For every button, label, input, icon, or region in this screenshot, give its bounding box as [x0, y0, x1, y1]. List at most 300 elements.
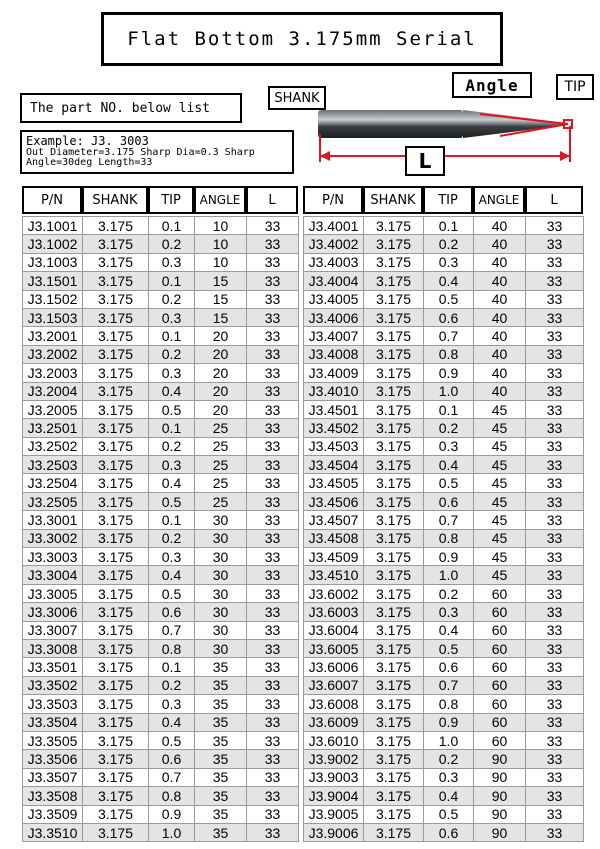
cell-tip: 0.7	[149, 768, 195, 786]
cell-length: 33	[526, 327, 584, 345]
table-row	[304, 639, 584, 657]
cell-angle: 60	[474, 658, 526, 676]
cell-length: 33	[247, 805, 299, 823]
table-row	[304, 308, 584, 326]
table-row	[304, 603, 584, 621]
table-row	[23, 750, 299, 768]
cell-angle: 25	[195, 456, 247, 474]
cell-tip: 0.1	[149, 272, 195, 290]
cell-shank: 3.175	[83, 676, 149, 694]
cell-part-number: J3.4008	[304, 345, 364, 363]
cell-part-number: J3.4503	[304, 437, 364, 455]
cell-tip: 0.5	[149, 492, 195, 510]
cell-angle: 45	[474, 548, 526, 566]
cell-length: 33	[247, 713, 299, 731]
angle-label: Angle	[452, 72, 532, 98]
cell-tip: 0.6	[424, 308, 474, 326]
cell-length: 33	[526, 345, 584, 363]
cell-length: 33	[526, 566, 584, 584]
cell-angle: 30	[195, 603, 247, 621]
cell-part-number: J3.3510	[23, 823, 83, 841]
cell-part-number: J3.3503	[23, 695, 83, 713]
cell-part-number: J3.6002	[304, 584, 364, 602]
cell-tip: 0.3	[149, 308, 195, 326]
table-row	[23, 805, 299, 823]
cell-length: 33	[247, 272, 299, 290]
cell-shank: 3.175	[364, 272, 424, 290]
table-row	[23, 584, 299, 602]
cell-part-number: J3.3501	[23, 658, 83, 676]
cell-length: 33	[247, 750, 299, 768]
cell-angle: 60	[474, 584, 526, 602]
table-row	[23, 492, 299, 510]
cell-length: 33	[247, 639, 299, 657]
cell-angle: 40	[474, 308, 526, 326]
cell-length: 33	[526, 217, 584, 235]
cell-length: 33	[526, 253, 584, 271]
cell-part-number: J3.4504	[304, 456, 364, 474]
cell-length: 33	[526, 437, 584, 455]
cell-shank: 3.175	[364, 658, 424, 676]
cell-tip: 1.0	[424, 731, 474, 749]
cell-part-number: J3.1502	[23, 290, 83, 308]
cell-angle: 35	[195, 658, 247, 676]
cell-part-number: J3.2502	[23, 437, 83, 455]
cell-length: 33	[526, 695, 584, 713]
bit-shank	[318, 110, 463, 138]
cell-angle: 30	[195, 621, 247, 639]
cell-tip: 0.7	[424, 676, 474, 694]
cell-part-number: J3.2005	[23, 400, 83, 418]
cell-shank: 3.175	[364, 400, 424, 418]
cell-shank: 3.175	[83, 419, 149, 437]
cell-tip: 0.1	[424, 400, 474, 418]
cell-angle: 35	[195, 750, 247, 768]
cell-part-number: J3.1501	[23, 272, 83, 290]
cell-length: 33	[526, 731, 584, 749]
length-label: L	[405, 146, 445, 176]
cell-part-number: J3.2505	[23, 492, 83, 510]
table-row	[23, 235, 299, 253]
cell-tip: 0.9	[424, 713, 474, 731]
cell-part-number: J3.4501	[304, 400, 364, 418]
table-row	[304, 695, 584, 713]
cell-part-number: J3.9002	[304, 750, 364, 768]
cell-tip: 0.4	[149, 566, 195, 584]
cell-tip: 0.1	[149, 511, 195, 529]
table-row	[304, 823, 584, 841]
cell-tip: 0.1	[149, 217, 195, 235]
cell-length: 33	[526, 419, 584, 437]
cell-length: 33	[247, 548, 299, 566]
table-row	[23, 529, 299, 547]
cell-shank: 3.175	[83, 566, 149, 584]
cell-part-number: J3.1503	[23, 308, 83, 326]
cell-part-number: J3.3001	[23, 511, 83, 529]
cell-shank: 3.175	[83, 548, 149, 566]
example-box	[20, 130, 294, 174]
cell-length: 33	[526, 658, 584, 676]
table-row	[23, 456, 299, 474]
table-row	[304, 731, 584, 749]
cell-part-number: J3.9004	[304, 787, 364, 805]
cell-tip: 0.3	[149, 456, 195, 474]
cell-tip: 0.4	[424, 456, 474, 474]
example-line-1: Example: J3. 3003	[26, 134, 149, 148]
cell-angle: 60	[474, 695, 526, 713]
table-row	[304, 805, 584, 823]
cell-part-number: J3.2504	[23, 474, 83, 492]
cell-length: 33	[526, 750, 584, 768]
cell-length: 33	[526, 603, 584, 621]
cell-length: 33	[247, 584, 299, 602]
cell-shank: 3.175	[364, 584, 424, 602]
cell-tip: 0.3	[424, 768, 474, 786]
cell-angle: 20	[195, 327, 247, 345]
table-row	[304, 584, 584, 602]
cell-angle: 90	[474, 823, 526, 841]
cell-shank: 3.175	[83, 308, 149, 326]
cell-tip: 0.1	[149, 419, 195, 437]
table-row	[23, 308, 299, 326]
cell-angle: 15	[195, 272, 247, 290]
cell-tip: 0.3	[149, 253, 195, 271]
cell-angle: 45	[474, 511, 526, 529]
table-row	[23, 382, 299, 400]
cell-length: 33	[247, 235, 299, 253]
page-title: Flat Bottom 3.175mm Serial	[101, 12, 503, 66]
example-line-3: Angle=30deg Length=33	[26, 157, 153, 169]
example-line-2: Out Diameter=3.175 Sharp Dia=0.3 Sharp	[26, 146, 255, 158]
cell-length: 33	[526, 272, 584, 290]
table-row	[23, 217, 299, 235]
table-row	[304, 400, 584, 418]
table-row	[304, 621, 584, 639]
cell-length: 33	[526, 529, 584, 547]
cell-part-number: J3.6010	[304, 731, 364, 749]
table-row	[23, 437, 299, 455]
cell-part-number: J3.6007	[304, 676, 364, 694]
cell-length: 33	[247, 511, 299, 529]
cell-length: 33	[526, 621, 584, 639]
cell-length: 33	[526, 382, 584, 400]
tip-label: TIP	[556, 74, 594, 100]
cell-length: 33	[526, 456, 584, 474]
cell-shank: 3.175	[83, 437, 149, 455]
cell-part-number: J3.3504	[23, 713, 83, 731]
table-row	[23, 621, 299, 639]
cell-length: 33	[526, 511, 584, 529]
cell-tip: 0.5	[149, 584, 195, 602]
cell-shank: 3.175	[364, 731, 424, 749]
table-row	[23, 695, 299, 713]
cell-shank: 3.175	[83, 529, 149, 547]
cell-angle: 40	[474, 364, 526, 382]
cell-angle: 60	[474, 713, 526, 731]
table-row	[23, 731, 299, 749]
table-row	[23, 400, 299, 418]
cell-angle: 45	[474, 492, 526, 510]
table-row	[304, 217, 584, 235]
cell-length: 33	[526, 768, 584, 786]
cell-angle: 45	[474, 474, 526, 492]
cell-angle: 90	[474, 768, 526, 786]
cell-angle: 30	[195, 566, 247, 584]
cell-angle: 40	[474, 217, 526, 235]
table-row	[304, 474, 584, 492]
cell-angle: 90	[474, 750, 526, 768]
cell-length: 33	[526, 676, 584, 694]
table-row	[23, 768, 299, 786]
cell-tip: 0.6	[149, 750, 195, 768]
table-row	[304, 768, 584, 786]
cell-angle: 35	[195, 787, 247, 805]
cell-tip: 0.2	[149, 676, 195, 694]
cell-tip: 0.4	[149, 382, 195, 400]
cell-part-number: J3.4004	[304, 272, 364, 290]
cell-tip: 1.0	[424, 382, 474, 400]
cell-angle: 35	[195, 805, 247, 823]
cell-shank: 3.175	[364, 308, 424, 326]
table-row	[304, 456, 584, 474]
cell-shank: 3.175	[83, 511, 149, 529]
cell-tip: 1.0	[149, 823, 195, 841]
cell-angle: 30	[195, 529, 247, 547]
cell-tip: 0.3	[149, 548, 195, 566]
cell-angle: 35	[195, 768, 247, 786]
cell-shank: 3.175	[364, 327, 424, 345]
left-header-pn: P/N	[22, 186, 82, 214]
cell-part-number: J3.3006	[23, 603, 83, 621]
cell-part-number: J3.2503	[23, 456, 83, 474]
table-row	[304, 658, 584, 676]
cell-angle: 15	[195, 290, 247, 308]
table-row	[304, 750, 584, 768]
cell-angle: 25	[195, 474, 247, 492]
table-row	[23, 419, 299, 437]
cell-shank: 3.175	[364, 639, 424, 657]
cell-tip: 0.7	[424, 511, 474, 529]
cell-tip: 0.5	[149, 731, 195, 749]
table-row	[304, 437, 584, 455]
cell-length: 33	[247, 327, 299, 345]
table-row	[23, 474, 299, 492]
cell-part-number: J3.4502	[304, 419, 364, 437]
cell-tip: 0.9	[149, 805, 195, 823]
cell-part-number: J3.6005	[304, 639, 364, 657]
cell-tip: 0.1	[424, 217, 474, 235]
cell-length: 33	[247, 345, 299, 363]
cell-angle: 35	[195, 695, 247, 713]
cell-angle: 45	[474, 400, 526, 418]
cell-length: 33	[247, 382, 299, 400]
cell-tip: 0.2	[149, 235, 195, 253]
cell-tip: 0.3	[424, 603, 474, 621]
cell-angle: 45	[474, 437, 526, 455]
cell-part-number: J3.4003	[304, 253, 364, 271]
table-row	[304, 235, 584, 253]
cell-shank: 3.175	[364, 345, 424, 363]
cell-shank: 3.175	[83, 364, 149, 382]
cell-angle: 40	[474, 327, 526, 345]
cell-shank: 3.175	[364, 621, 424, 639]
cell-part-number: J3.6004	[304, 621, 364, 639]
cell-tip: 0.5	[424, 474, 474, 492]
cell-shank: 3.175	[83, 621, 149, 639]
cell-part-number: J3.4507	[304, 511, 364, 529]
table-row	[23, 658, 299, 676]
table-row	[304, 511, 584, 529]
cell-angle: 10	[195, 217, 247, 235]
table-row	[23, 511, 299, 529]
cell-angle: 40	[474, 235, 526, 253]
cell-part-number: J3.4002	[304, 235, 364, 253]
cell-tip: 0.2	[149, 529, 195, 547]
right-header-angle: ANGLE	[473, 186, 525, 214]
cell-angle: 20	[195, 364, 247, 382]
cell-shank: 3.175	[364, 419, 424, 437]
cell-part-number: J3.3508	[23, 787, 83, 805]
cell-length: 33	[526, 639, 584, 657]
cell-part-number: J3.4005	[304, 290, 364, 308]
cell-shank: 3.175	[364, 805, 424, 823]
cell-length: 33	[247, 566, 299, 584]
cell-angle: 45	[474, 419, 526, 437]
cell-shank: 3.175	[364, 437, 424, 455]
table-row	[304, 382, 584, 400]
cell-part-number: J3.2004	[23, 382, 83, 400]
cell-tip: 0.5	[424, 805, 474, 823]
cell-shank: 3.175	[364, 235, 424, 253]
cell-length: 33	[526, 584, 584, 602]
table-row	[23, 253, 299, 271]
cell-shank: 3.175	[83, 713, 149, 731]
right-header-pn: P/N	[303, 186, 363, 214]
cell-tip: 0.6	[424, 823, 474, 841]
cell-shank: 3.175	[364, 566, 424, 584]
table-row	[304, 253, 584, 271]
table-row	[23, 566, 299, 584]
cell-shank: 3.175	[83, 235, 149, 253]
cell-angle: 60	[474, 731, 526, 749]
cell-shank: 3.175	[364, 713, 424, 731]
cell-shank: 3.175	[83, 253, 149, 271]
table-row	[304, 676, 584, 694]
cell-angle: 30	[195, 639, 247, 657]
left-header-l: L	[246, 186, 298, 214]
table-row	[304, 713, 584, 731]
cell-shank: 3.175	[83, 787, 149, 805]
cell-angle: 25	[195, 419, 247, 437]
table-row	[23, 823, 299, 841]
cell-shank: 3.175	[364, 603, 424, 621]
cell-angle: 25	[195, 492, 247, 510]
cell-length: 33	[526, 548, 584, 566]
cell-length: 33	[526, 290, 584, 308]
cell-part-number: J3.6008	[304, 695, 364, 713]
cell-tip: 0.2	[149, 290, 195, 308]
cell-angle: 30	[195, 584, 247, 602]
cell-shank: 3.175	[83, 768, 149, 786]
table-row	[23, 713, 299, 731]
table-row	[23, 327, 299, 345]
cell-shank: 3.175	[364, 364, 424, 382]
cell-length: 33	[247, 217, 299, 235]
cell-part-number: J3.3004	[23, 566, 83, 584]
cell-tip: 0.8	[424, 345, 474, 363]
left-header-shank: SHANK	[82, 186, 148, 214]
cell-tip: 0.3	[424, 253, 474, 271]
cell-shank: 3.175	[83, 658, 149, 676]
cell-part-number: J3.3003	[23, 548, 83, 566]
cell-part-number: J3.9003	[304, 768, 364, 786]
cell-angle: 35	[195, 713, 247, 731]
cell-length: 33	[526, 308, 584, 326]
cell-angle: 20	[195, 382, 247, 400]
cell-part-number: J3.9006	[304, 823, 364, 841]
cell-angle: 15	[195, 308, 247, 326]
cell-shank: 3.175	[83, 805, 149, 823]
cell-angle: 35	[195, 823, 247, 841]
cell-part-number: J3.4001	[304, 217, 364, 235]
cell-tip: 0.1	[149, 658, 195, 676]
cell-shank: 3.175	[83, 400, 149, 418]
cell-part-number: J3.3506	[23, 750, 83, 768]
cell-angle: 20	[195, 345, 247, 363]
cell-part-number: J3.4506	[304, 492, 364, 510]
cell-length: 33	[526, 492, 584, 510]
cell-length: 33	[526, 400, 584, 418]
cell-angle: 60	[474, 603, 526, 621]
table-row	[304, 787, 584, 805]
table-row	[23, 603, 299, 621]
cell-length: 33	[247, 419, 299, 437]
cell-shank: 3.175	[83, 290, 149, 308]
cell-shank: 3.175	[83, 345, 149, 363]
cell-part-number: J3.3007	[23, 621, 83, 639]
cell-tip: 0.6	[424, 492, 474, 510]
cell-length: 33	[247, 695, 299, 713]
cell-tip: 0.3	[424, 437, 474, 455]
cell-tip: 0.4	[424, 272, 474, 290]
cell-length: 33	[247, 603, 299, 621]
cell-part-number: J3.4508	[304, 529, 364, 547]
cell-shank: 3.175	[83, 695, 149, 713]
cell-shank: 3.175	[364, 217, 424, 235]
shank-label: SHANK	[268, 86, 326, 110]
cell-shank: 3.175	[83, 639, 149, 657]
cell-shank: 3.175	[364, 253, 424, 271]
engraving-bit-diagram	[300, 100, 600, 180]
cell-shank: 3.175	[83, 492, 149, 510]
table-row	[304, 364, 584, 382]
cell-tip: 0.2	[149, 437, 195, 455]
cell-shank: 3.175	[364, 382, 424, 400]
cell-tip: 0.7	[424, 327, 474, 345]
right-header-tip: TIP	[423, 186, 473, 214]
cell-angle: 40	[474, 272, 526, 290]
cell-tip: 0.5	[424, 290, 474, 308]
cell-length: 33	[247, 823, 299, 841]
cell-tip: 0.9	[424, 548, 474, 566]
cell-angle: 40	[474, 253, 526, 271]
table-row	[304, 272, 584, 290]
cell-part-number: J3.6006	[304, 658, 364, 676]
cell-tip: 0.7	[149, 621, 195, 639]
cell-shank: 3.175	[364, 511, 424, 529]
right-parts-table	[303, 216, 584, 842]
cell-part-number: J3.3502	[23, 676, 83, 694]
